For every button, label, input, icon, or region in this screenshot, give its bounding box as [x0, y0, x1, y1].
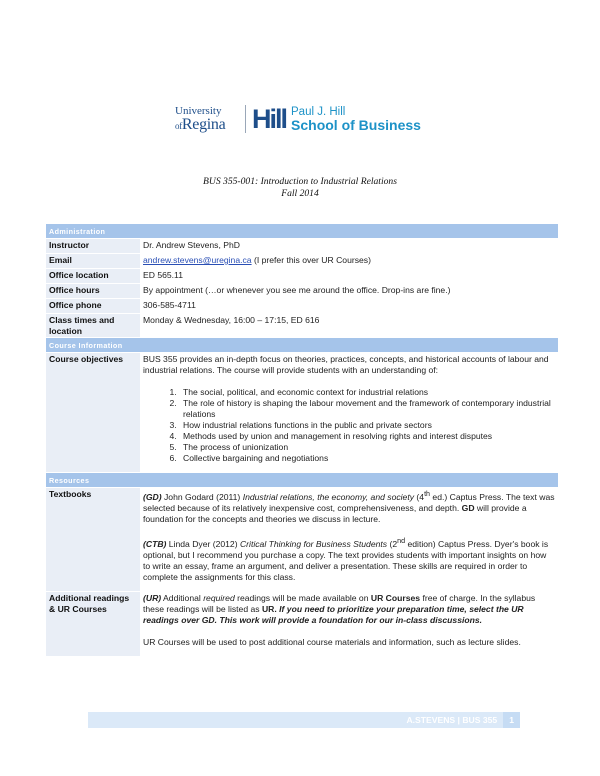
list-item: 4. Methods used by union and management in resolving rights and interest disputes [179, 431, 555, 442]
row-office-location [46, 269, 558, 284]
row-office-hours [46, 284, 558, 299]
list-item: 6. Collective bargaining and negotiations [179, 453, 555, 464]
label-office-hours: Office hours [46, 284, 140, 299]
list-item: 5. The process of unionization [179, 442, 555, 453]
label-office-location: Office location [46, 269, 140, 284]
value-instructor: Dr. Andrew Stevens, PhD [140, 239, 558, 254]
row-course-objectives [46, 353, 558, 473]
list-item: 1. The social, political, and economic context for industrial relations [179, 387, 555, 398]
school-logo [175, 104, 421, 134]
label-course-objectives: Course objectives [46, 353, 140, 473]
label-instructor: Instructor [46, 239, 140, 254]
value-course-objectives [140, 353, 558, 473]
university-of-regina-logo [175, 106, 239, 132]
section-heading: Administration [46, 224, 558, 239]
section-heading: Resources [46, 473, 558, 488]
ur-courses-note: UR Courses will be used to post additional course materials and information, such as lecture slides. [143, 636, 521, 647]
textbook-dyer: (CTB) Linda Dyer (2012) Critical Thinking for Business Students (2nd edition) Captus Press. Dyer's book is optional, but I recommend you purchase a copy. The text provides students with important insights on how to write an essay, frame an argument, and deliver a presentation. These skills are required in order to complete the assignments for this class. [143, 536, 549, 582]
hill-school-name: Paul J. Hill School of Business [291, 105, 421, 133]
label-class-times: Class times and location [46, 314, 140, 338]
logo-university-word: University [175, 105, 222, 118]
value-additional-readings [140, 591, 558, 656]
row-email [46, 254, 558, 269]
row-class-times [46, 314, 558, 338]
list-item: 2. The role of history is shaping the labour movement and the framework of contemporary industrial relations [179, 398, 555, 420]
email-link[interactable]: andrew.stevens@uregina.ca [143, 255, 252, 265]
objectives-list [143, 387, 555, 464]
logo-regina-word: ofRegina [175, 115, 226, 133]
page-number: 1 [503, 712, 520, 728]
section-administration [46, 224, 558, 239]
value-class-times: Monday & Wednesday, 16:00 – 17:15, ED 616 [140, 314, 558, 338]
label-office-phone: Office phone [46, 299, 140, 314]
label-textbooks: Textbooks [46, 488, 140, 592]
label-email: Email [46, 254, 140, 269]
textbook-godard: (GD) John Godard (2011) Industrial relations, the economy, and society (4th ed.) Captus Press. The text was selected because of its relatively inexpensive cost, comprehensiveness, and depth. GD will provide a foundation for the concepts and theories we discuss in lecture. [143, 490, 555, 524]
value-office-hours: By appointment (…or whenever you see me around the office. Drop-ins are fine.) [140, 284, 558, 299]
section-course-information [46, 338, 558, 353]
email-note: (I prefer this over UR Courses) [251, 255, 371, 265]
row-textbooks [46, 488, 558, 592]
objectives-intro: BUS 355 provides an in-depth focus on theories, practices, concepts, and historical accounts of labour and industrial relations. The course will provide students with an understanding of: [143, 354, 549, 375]
document-title [0, 176, 600, 200]
value-email [140, 254, 558, 269]
row-instructor [46, 239, 558, 254]
section-resources [46, 473, 558, 488]
term: Fall 2014 [281, 188, 319, 199]
course-title: BUS 355-001: Introduction to Industrial Relations [203, 176, 397, 187]
list-item: 3. How industrial relations functions in the public and private sectors [179, 420, 555, 431]
hill-logo-mark: Hill [252, 103, 287, 134]
row-additional-readings [46, 591, 558, 656]
value-office-phone: 306-585-4711 [140, 299, 558, 314]
label-additional-readings: Additional readings & UR Courses [46, 591, 140, 656]
value-office-location: ED 565.11 [140, 269, 558, 284]
row-office-phone [46, 299, 558, 314]
ur-readings: (UR) Additional required readings will be made available on UR Courses free of charge. In the syllabus these readings will be listed as UR. If you need to prioritize your preparation time, select the UR readings over GD. This work will provide a foundation for our in-class discussions. [143, 592, 536, 625]
page-footer [88, 712, 520, 728]
syllabus-table [46, 224, 558, 657]
logo-divider [245, 105, 246, 133]
footer-text: A.STEVENS | BUS 355 [406, 715, 498, 725]
section-heading: Course Information [46, 338, 558, 353]
value-textbooks [140, 488, 558, 592]
